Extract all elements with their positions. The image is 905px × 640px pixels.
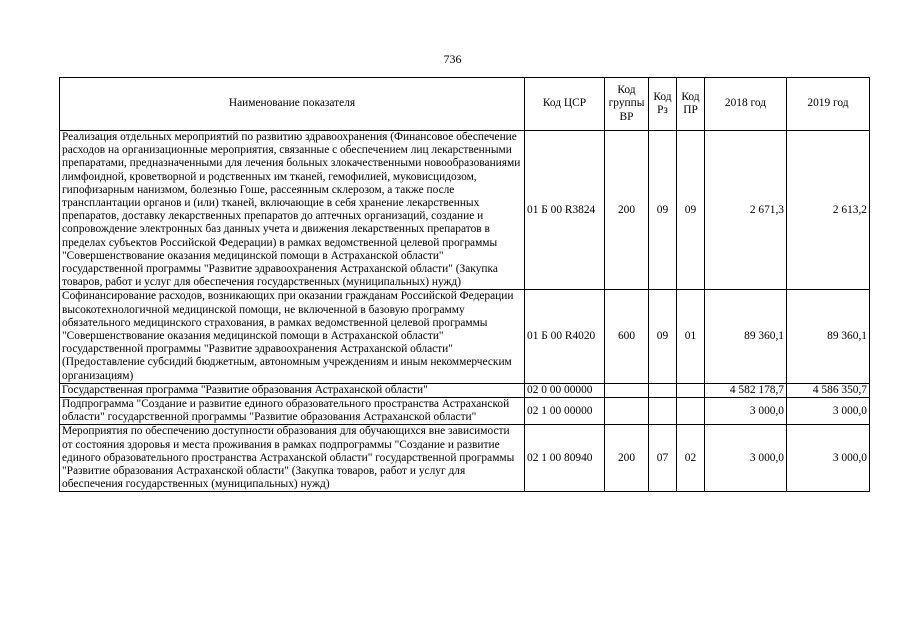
header-2018: 2018 год xyxy=(705,78,787,131)
row-vr xyxy=(605,398,649,425)
table-row xyxy=(60,425,870,492)
row-2019: 3 000,0 xyxy=(787,425,870,492)
row-rz: 07 xyxy=(649,425,677,492)
row-2019: 3 000,0 xyxy=(787,398,870,425)
row-vr: 200 xyxy=(605,131,649,290)
table-row xyxy=(60,290,870,383)
header-row xyxy=(60,78,870,131)
page-number: 736 xyxy=(443,52,462,66)
row-csr: 02 1 00 00000 xyxy=(525,398,605,425)
row-vr: 200 xyxy=(605,425,649,492)
row-2018: 4 582 178,7 xyxy=(705,383,787,397)
row-vr: 600 xyxy=(605,290,649,383)
row-name: Государственная программа "Развитие образования Астраханской области" xyxy=(60,383,525,397)
row-name: Реализация отдельных мероприятий по развитию здравоохранения (Финансовое обеспечение расходов на организационные мероприятия, связанные с обеспечением лиц лекарственными препаратами, предназначенными для лечения больных злокачественными новообразованиями лимфоидной, кроветворной и родственных им тканей, гемофилией, муковисцидозом, гипофизарным нанизмом, болезнью Гоше, рассеянным склерозом, а также после трансплантации органов и (или) тканей, включающие в себя хранение лекарственных препаратов, доставку лекарственных препаратов до аптечных организаций, создание и сопровождение электронных баз данных учета и движения лекарственных препаратов в пределах субъектов Российской Федерации) в рамках ведомственной целевой программы "Совершенствование оказания медицинской помощи в Астраханской области" государственной программы "Развитие здравоохранения Астраханской области" (Закупка товаров, работ и услуг для обеспечения государственных (муниципальных) нужд) xyxy=(60,131,525,290)
header-name: Наименование показателя xyxy=(60,78,525,131)
row-2019: 4 586 350,7 xyxy=(787,383,870,397)
table-row xyxy=(60,398,870,425)
row-2018: 3 000,0 xyxy=(705,398,787,425)
row-2018: 89 360,1 xyxy=(705,290,787,383)
row-pr xyxy=(677,398,705,425)
row-csr: 01 Б 00 R3824 xyxy=(525,131,605,290)
row-pr: 02 xyxy=(677,425,705,492)
row-2019: 89 360,1 xyxy=(787,290,870,383)
row-csr: 01 Б 00 R4020 xyxy=(525,290,605,383)
row-csr: 02 0 00 00000 xyxy=(525,383,605,397)
header-rz: Код Рз xyxy=(649,78,677,131)
row-vr xyxy=(605,383,649,397)
row-rz: 09 xyxy=(649,131,677,290)
row-pr: 01 xyxy=(677,290,705,383)
row-pr: 09 xyxy=(677,131,705,290)
header-pr: Код ПР xyxy=(677,78,705,131)
table-row xyxy=(60,383,870,397)
row-2018: 2 671,3 xyxy=(705,131,787,290)
row-csr: 02 1 00 80940 xyxy=(525,425,605,492)
header-csr: Код ЦСР xyxy=(525,78,605,131)
row-pr xyxy=(677,383,705,397)
header-2019: 2019 год xyxy=(787,78,870,131)
row-rz xyxy=(649,383,677,397)
row-rz xyxy=(649,398,677,425)
row-2019: 2 613,2 xyxy=(787,131,870,290)
table-row xyxy=(60,131,870,290)
row-rz: 09 xyxy=(649,290,677,383)
row-name: Софинансирование расходов, возникающих при оказании гражданам Российской Федерации высокотехнологичной медицинской помощи, не включенной в базовую программу обязательного медицинского страхования, в рамках ведомственной целевой программы "Совершенствование оказания медицинской помощи в Астраханской области" государственной программы "Развитие здравоохранения Астраханской области" (Предоставление субсидий бюджетным, автономным учреждениям и иным некоммерческим организациям) xyxy=(60,290,525,383)
row-name: Подпрограмма "Создание и развитие единого образовательного пространства Астраханской области" государственной программы "Развитие образования Астраханской области" xyxy=(60,398,525,425)
row-name: Мероприятия по обеспечению доступности образования для обучающихся вне зависимости от состояния здоровья и места проживания в рамках подпрограммы "Создание и развитие единого образовательного пространства Астраханской области" государственной программы "Развитие образования Астраханской области" (Закупка товаров, работ и услуг для обеспечения государственных (муниципальных) нужд) xyxy=(60,425,525,492)
budget-table xyxy=(59,77,870,492)
row-2018: 3 000,0 xyxy=(705,425,787,492)
header-vr: Код группы ВР xyxy=(605,78,649,131)
